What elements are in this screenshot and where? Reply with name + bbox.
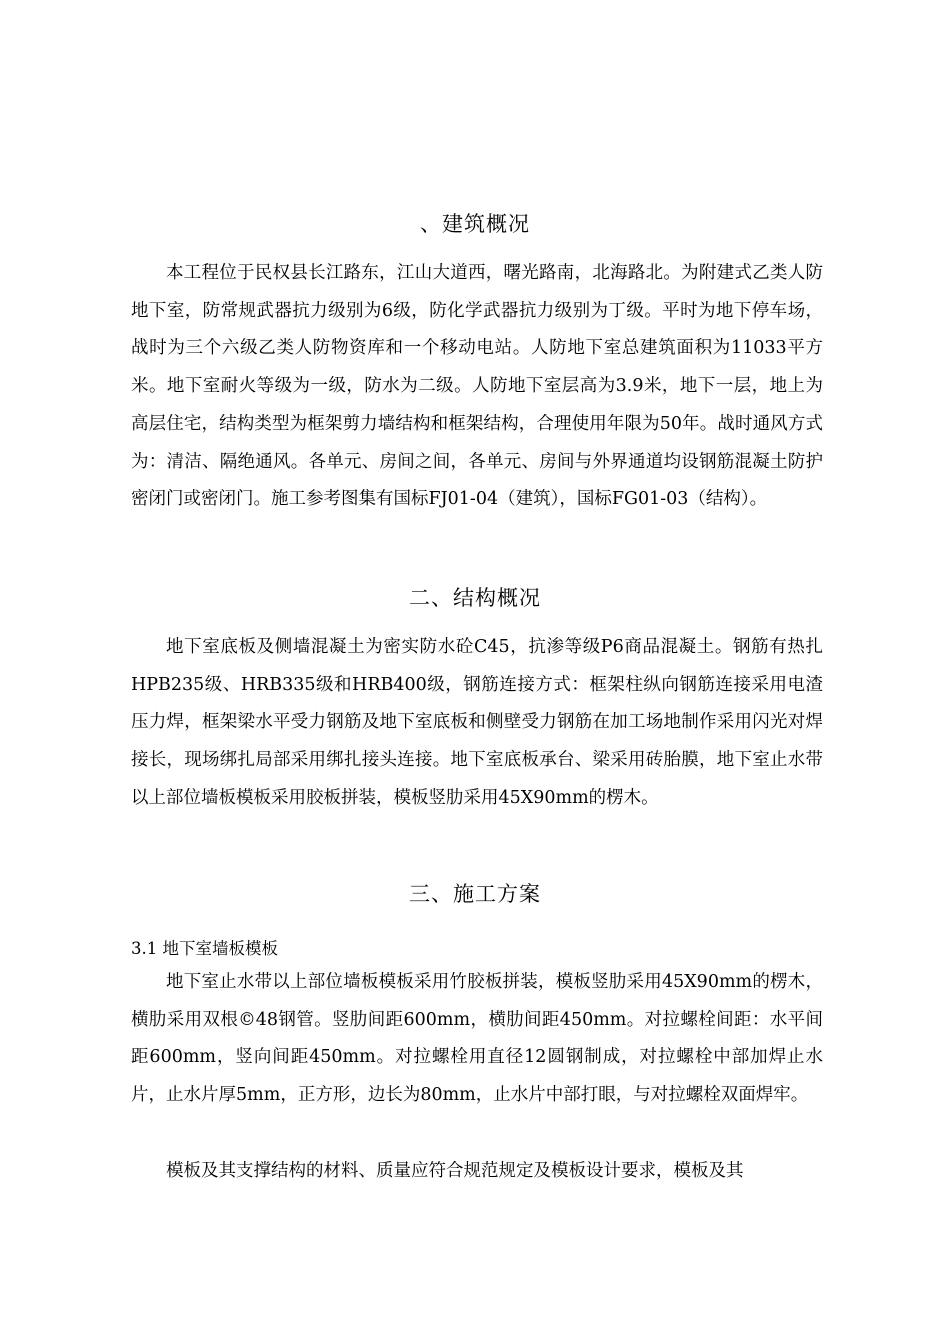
paragraph-architecture: 本工程位于民权县长江路东，江山大道西，曙光路南，北海路北。为附建式乙类人防地下室，防常规武器抗力级别为6级，防化学武器抗力级别为丁级。平时为地下停车场，战时为三个六级乙类人防物资库和一个移动电站。人防地下室总建筑面积为11033平方米。地下室耐火等级为一级，防水为二级。人防地下室层高为3.9米，地下一层，地上为高层住宅，结构类型为框架剪力墙结构和框架结构，合理使用年限为50年。战时通风方式为：清洁、隔绝通风。各单元、房间之间，各单元、房间与外界通道均设钢筋混凝土防护密闭门或密闭门。施工参考图集有国标FJ01-04（建筑），国标FG01-03（结构）。 xyxy=(131,263,823,510)
section-heading-construction-plan: 三、施工方案 xyxy=(409,882,541,906)
paragraph-formwork-requirements: 模板及其支撑结构的材料、质量应符合规范规定及模板设计要求，模板及其 xyxy=(166,1161,744,1181)
paragraph-wall-formwork: 地下室止水带以上部位墙板模板采用竹胶板拼装，模板竖肋采用45X90mm的楞木，横肋采用双根©48钢管。竖肋间距600mm，横肋间距450mm。对拉螺栓间距：水平间距600mm，竖向间距450mm。对拉螺栓用直径12圆钢制成，对拉螺栓中部加焊止水片，止水片厚5mm，正方形，边长为80mm，止水片中部打眼，与对拉螺栓双面焊牢。 xyxy=(131,972,823,1106)
section-heading-architecture: 、建筑概况 xyxy=(420,212,530,236)
subsection-heading-wall-formwork: 3.1 地下室墙板模板 xyxy=(131,939,278,958)
paragraph-structure: 地下室底板及侧墙混凝土为密实防水砼C45，抗渗等级P6商品混凝土。钢筋有热扎HPB235级、HRB335级和HRB400级，钢筋连接方式：框架柱纵向钢筋连接采用电渣压力焊，框架梁水平受力钢筋及地下室底板和侧壁受力钢筋在加工场地制作采用闪光对焊接长，现场绑扎局部采用绑扎接头连接。地下室底板承台、梁采用砖胎膜，地下室止水带以上部位墙板模板采用胶板拼装，模板竖肋采用45X90mm的楞木。 xyxy=(131,637,823,808)
section-heading-structure: 二、结构概况 xyxy=(409,586,541,610)
